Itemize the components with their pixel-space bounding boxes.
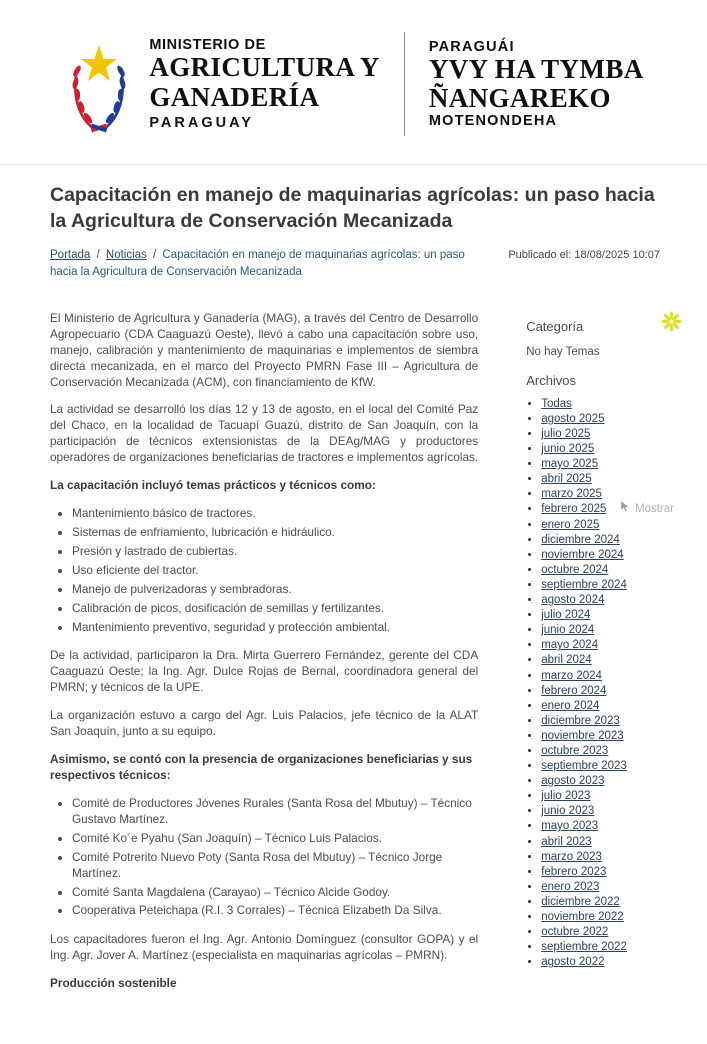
archive-link[interactable]: enero 2024	[541, 699, 600, 712]
topic-item: • Manejo de pulverizadoras y sembradoras.	[72, 582, 478, 598]
archive-item	[541, 563, 660, 578]
archive-link[interactable]: abril 2025	[541, 473, 592, 486]
archive-item	[541, 442, 660, 457]
archive-item	[541, 819, 660, 834]
ministry-line-ganaderia: GANADERÍA	[149, 81, 320, 112]
sidebar	[526, 311, 660, 1004]
archive-item	[541, 533, 660, 548]
archives-title: Archivos	[526, 372, 577, 388]
topics-list	[72, 506, 478, 635]
archive-item	[541, 548, 660, 563]
archives-list	[541, 397, 660, 971]
archive-link[interactable]: abril 2023	[541, 835, 592, 848]
archive-link[interactable]: junio 2023	[541, 805, 595, 818]
archive-item	[541, 502, 660, 517]
guarani-line-2: ÑANGAREKO	[428, 83, 611, 113]
topic-item: • Mantenimiento preventivo, seguridad y protección ambiental.	[72, 620, 478, 636]
paragraph-3: De la actividad, participaron la Dra. Mirta Guerrero Fernández, gerente del CDA Caaguazú Oeste; la Ing. Agr. Dulce Rojas de Bernal, coordinadora general del PMRN; y técnicos de la UPE.	[50, 648, 479, 695]
archive-link[interactable]: mayo 2024	[541, 639, 599, 652]
paragraph-2: La actividad se desarrolló los días 12 y 13 de agosto, en el local del Comité Paz del Chaco, en la localidad de Tacuapí Guazú, distrito de San Joaquín, con la participación de técnicos extensionistas de la DEAg/MAG y productores operadores de organizaciones beneficiarias de tractores e implementos agrícolas.	[50, 402, 479, 465]
archive-link[interactable]: diciembre 2022	[541, 895, 620, 908]
mag-logo-link[interactable]	[63, 33, 380, 135]
archive-link[interactable]: julio 2023	[541, 790, 591, 803]
organizations-heading: Asimismo, se contó con la presencia de organizaciones beneficiarias y sus respectivos técnicos:	[50, 752, 473, 783]
tooltip-label: Mostrar	[635, 503, 674, 515]
archive-link[interactable]: agosto 2024	[541, 594, 605, 607]
archive-link[interactable]: diciembre 2024	[541, 533, 620, 546]
archive-link[interactable]: febrero 2024	[541, 684, 607, 697]
archive-link[interactable]: noviembre 2023	[541, 729, 624, 742]
topics-heading: La capacitación incluyó temas prácticos y técnicos como:	[50, 478, 376, 493]
archive-item	[541, 518, 660, 533]
accessibility-widget-button[interactable]	[661, 310, 683, 332]
ministry-line-top: MINISTERIO DE	[149, 37, 266, 54]
paragraph-4: La organización estuvo a cargo del Agr. Luis Palacios, jefe técnico de la ALAT San Joaquín, junto a su equipo.	[50, 708, 479, 739]
archive-item	[541, 955, 660, 970]
archive-item	[541, 925, 660, 940]
archive-link[interactable]: octubre 2022	[541, 926, 609, 939]
breadcrumb-separator: /	[153, 249, 157, 262]
archive-item	[541, 759, 660, 774]
archive-item	[541, 880, 660, 895]
topic-item: • Presión y lastrado de cubiertas.	[72, 544, 478, 560]
archive-link[interactable]: agosto 2022	[541, 956, 605, 969]
organization-item: • Comité Ko´e Pyahu (San Joaquín) – Técnico Luis Palacios.	[72, 831, 478, 847]
archive-item	[541, 638, 660, 653]
archive-link[interactable]: agosto 2023	[541, 775, 605, 788]
archive-item	[541, 804, 660, 819]
organization-item: • Comité Santa Magdalena (Carayao) – Técnico Alcide Godoy.	[72, 885, 478, 901]
archive-item	[541, 699, 660, 714]
page-title: Capacitación en manejo de maquinarias agrícolas: un paso hacia la Agricultura de Conservación Mecanizada	[50, 184, 655, 232]
meta-row	[50, 247, 660, 280]
content	[0, 165, 707, 1044]
archive-item	[541, 397, 660, 412]
archive-item	[541, 472, 660, 487]
archive-link[interactable]: noviembre 2024	[541, 548, 624, 561]
archive-link[interactable]: marzo 2023	[541, 850, 602, 863]
asterisk-icon	[661, 311, 683, 332]
archive-item	[541, 593, 660, 608]
archive-item	[541, 427, 660, 442]
archive-link[interactable]: mayo 2023	[541, 820, 599, 833]
archive-link[interactable]: abril 2024	[541, 654, 592, 667]
archive-item	[541, 835, 660, 850]
archive-link[interactable]: noviembre 2022	[541, 911, 624, 923]
category-empty-text: No hay Temas	[526, 345, 600, 358]
organization-item: • Cooperativa Peteichapa (R.I. 3 Corrales) – Técnica Elizabeth Da Silva.	[72, 903, 478, 919]
archive-item	[541, 684, 660, 699]
article-body	[50, 311, 478, 1004]
archive-item	[541, 714, 660, 729]
published-date: Publicado el: 18/08/2025 10:07	[508, 249, 660, 262]
archive-link[interactable]: enero 2023	[541, 880, 600, 893]
archive-item	[541, 608, 660, 623]
archive-item	[541, 895, 660, 910]
archive-item	[541, 865, 660, 880]
paragraph-5: Los capacitadores fueron el Ing. Agr. Antonio Domínguez (consultor GOPA) y el Ing. Agr. Jover A. Martínez (especialista en maquinarias agrícolas – PMRN).	[50, 932, 479, 963]
category-title: Categoría	[526, 318, 584, 334]
archive-item	[541, 669, 660, 684]
archive-link[interactable]: septiembre 2024	[541, 578, 627, 591]
archive-item	[541, 578, 660, 593]
archive-item	[541, 457, 660, 472]
archive-item	[541, 940, 660, 955]
archive-link[interactable]: Todas	[541, 397, 572, 410]
guarani-line-bottom: MOTENONDEHA	[428, 113, 558, 130]
archive-item	[541, 910, 660, 925]
archive-item	[541, 850, 660, 865]
archive-item	[541, 774, 660, 789]
archive-link[interactable]: septiembre 2023	[541, 760, 627, 773]
topic-item: • Calibración de picos, dosificación de semillas y fertilizantes.	[72, 601, 478, 617]
archive-link[interactable]: septiembre 2022	[541, 941, 627, 954]
topic-item: • Mantenimiento básico de tractores.	[72, 506, 478, 522]
archive-item	[541, 487, 660, 502]
breadcrumb	[50, 247, 480, 280]
breadcrumb-separator: /	[96, 249, 100, 262]
guarani-line-top: PARAGUÁI	[428, 38, 515, 55]
archive-link[interactable]: marzo 2025	[541, 488, 602, 501]
breadcrumb-home-link[interactable]: Portada	[50, 249, 91, 262]
paraguay-coat-of-arms-icon	[63, 33, 135, 135]
archive-link[interactable]: enero 2025	[541, 518, 600, 531]
archive-link[interactable]: junio 2024	[541, 624, 595, 637]
archive-link[interactable]: octubre 2023	[541, 744, 609, 757]
archive-item	[541, 789, 660, 804]
breadcrumb-current: Capacitación en manejo de maquinarias agrícolas: un paso hacia la Agricultura de Conservación Mecanizada	[50, 249, 465, 279]
site-header	[0, 0, 707, 164]
guarani-wordmark	[429, 39, 644, 129]
topic-item: • Uso eficiente del tractor.	[72, 563, 478, 579]
archive-item	[541, 412, 660, 427]
breadcrumb-noticias-link[interactable]: Noticias	[105, 249, 147, 262]
ministry-wordmark	[149, 37, 380, 130]
footer-heading: Producción sostenible	[50, 976, 177, 991]
organizations-list	[72, 796, 478, 919]
archive-link[interactable]: julio 2025	[541, 428, 591, 440]
archive-link[interactable]: marzo 2024	[541, 669, 602, 682]
archive-link[interactable]: junio 2025	[541, 443, 595, 456]
organization-item: • Comité de Productores Jóvenes Rurales (Santa Rosa del Mbutuy) – Técnico Gustavo Martínez.	[72, 796, 478, 828]
ministry-line-agricultura: AGRICULTURA Y	[149, 52, 380, 83]
archive-link[interactable]: mayo 2025	[541, 458, 599, 471]
header-divider	[404, 32, 405, 136]
archive-item	[541, 744, 660, 759]
archive-item	[541, 653, 660, 668]
archive-link[interactable]: febrero 2023	[541, 865, 607, 878]
archive-item	[541, 729, 660, 744]
archive-item	[541, 623, 660, 638]
archive-link[interactable]: julio 2024	[541, 609, 591, 622]
paragraph-1: El Ministerio de Agricultura y Ganadería (MAG), a través del Centro de Desarrollo Agropecuario (CDA Caaguazú Oeste), llevó a cabo una capacitación sobre uso, manejo, calibración y mantenimiento de maquinarias e implementos de siembra directa mecanizada, en el marco del Proyecto PMRN Fase III – Agricultura de Conservación Mecanizada (ACM), con financiamiento de KfW.	[50, 310, 479, 389]
archive-link[interactable]: febrero 2025	[541, 503, 607, 516]
archive-link[interactable]: diciembre 2023	[541, 714, 620, 727]
archive-link[interactable]: agosto 2025	[541, 412, 605, 425]
topic-item: • Sistemas de enfriamiento, lubricación e hidráulico.	[72, 525, 478, 541]
ministry-line-paraguay: PARAGUAY	[149, 114, 254, 131]
guarani-line-1: YVY HA TYMBA	[428, 53, 644, 84]
archive-link[interactable]: octubre 2024	[541, 563, 609, 576]
organization-item: • Comité Potrerito Nuevo Poty (Santa Rosa del Mbutuy) – Técnico Jorge Martínez.	[72, 850, 478, 882]
columns	[50, 311, 660, 1004]
